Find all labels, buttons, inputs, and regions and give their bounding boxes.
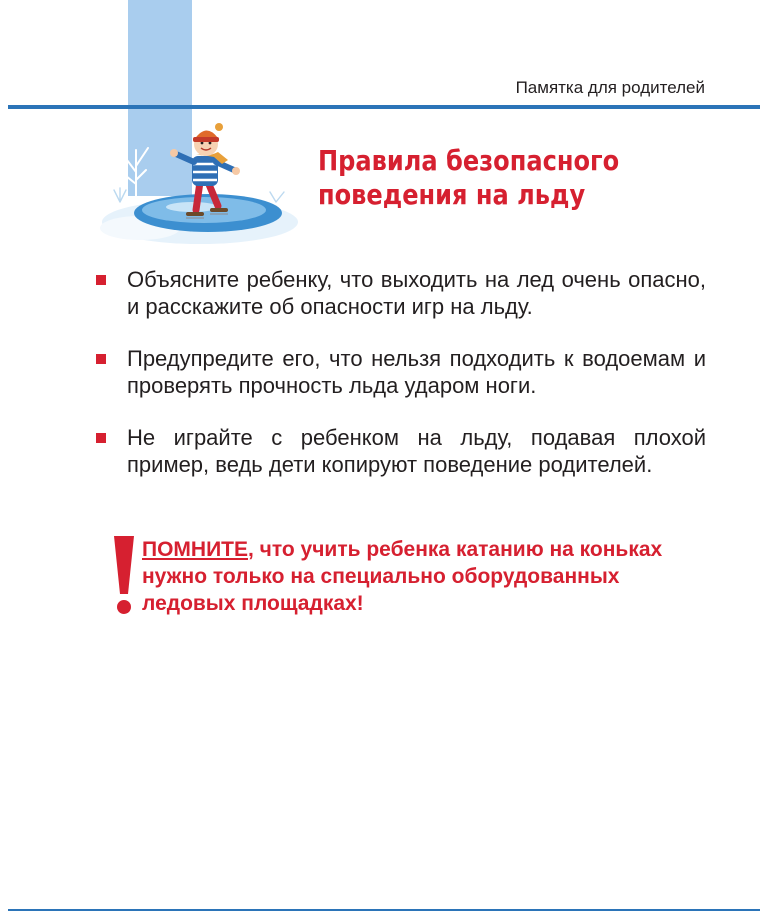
list-item bbox=[96, 266, 706, 320]
square-bullet-icon bbox=[96, 354, 106, 364]
page-title-line-1: Правила безопасного bbox=[318, 144, 620, 177]
rule-text: Объясните ребенку, что выходить на лед очень опасно, и расскажите об опасности игр на льду. bbox=[127, 267, 706, 319]
rule-text: Предупредите его, что нельзя подходить к водоемам и проверять прочность льда ударом ноги. bbox=[127, 346, 706, 398]
exclamation-mark-icon bbox=[104, 534, 144, 618]
warning-text bbox=[142, 536, 704, 617]
list-item bbox=[96, 345, 706, 399]
child-skating-on-ice-illustration bbox=[100, 110, 300, 250]
page-title-line-2: поведения на льду bbox=[318, 178, 586, 211]
page-title bbox=[318, 144, 628, 212]
rule-text: Не играйте с ребенком на льду, подавая плохой пример, ведь дети копируют поведение родителей. bbox=[127, 425, 706, 477]
header-label: Памятка для родителей bbox=[515, 78, 705, 97]
square-bullet-icon bbox=[96, 275, 106, 285]
list-item bbox=[96, 424, 706, 478]
safety-rules-list bbox=[96, 266, 706, 503]
header-divider bbox=[8, 105, 760, 109]
square-bullet-icon bbox=[96, 433, 106, 443]
footer-divider bbox=[8, 909, 760, 911]
warning-body: , что учить ребенка катанию на коньках нужно только на специально оборудованных ледовых площадках! bbox=[142, 538, 663, 615]
warning-lead: ПОМНИТЕ bbox=[142, 538, 249, 561]
warning-block bbox=[104, 534, 714, 624]
